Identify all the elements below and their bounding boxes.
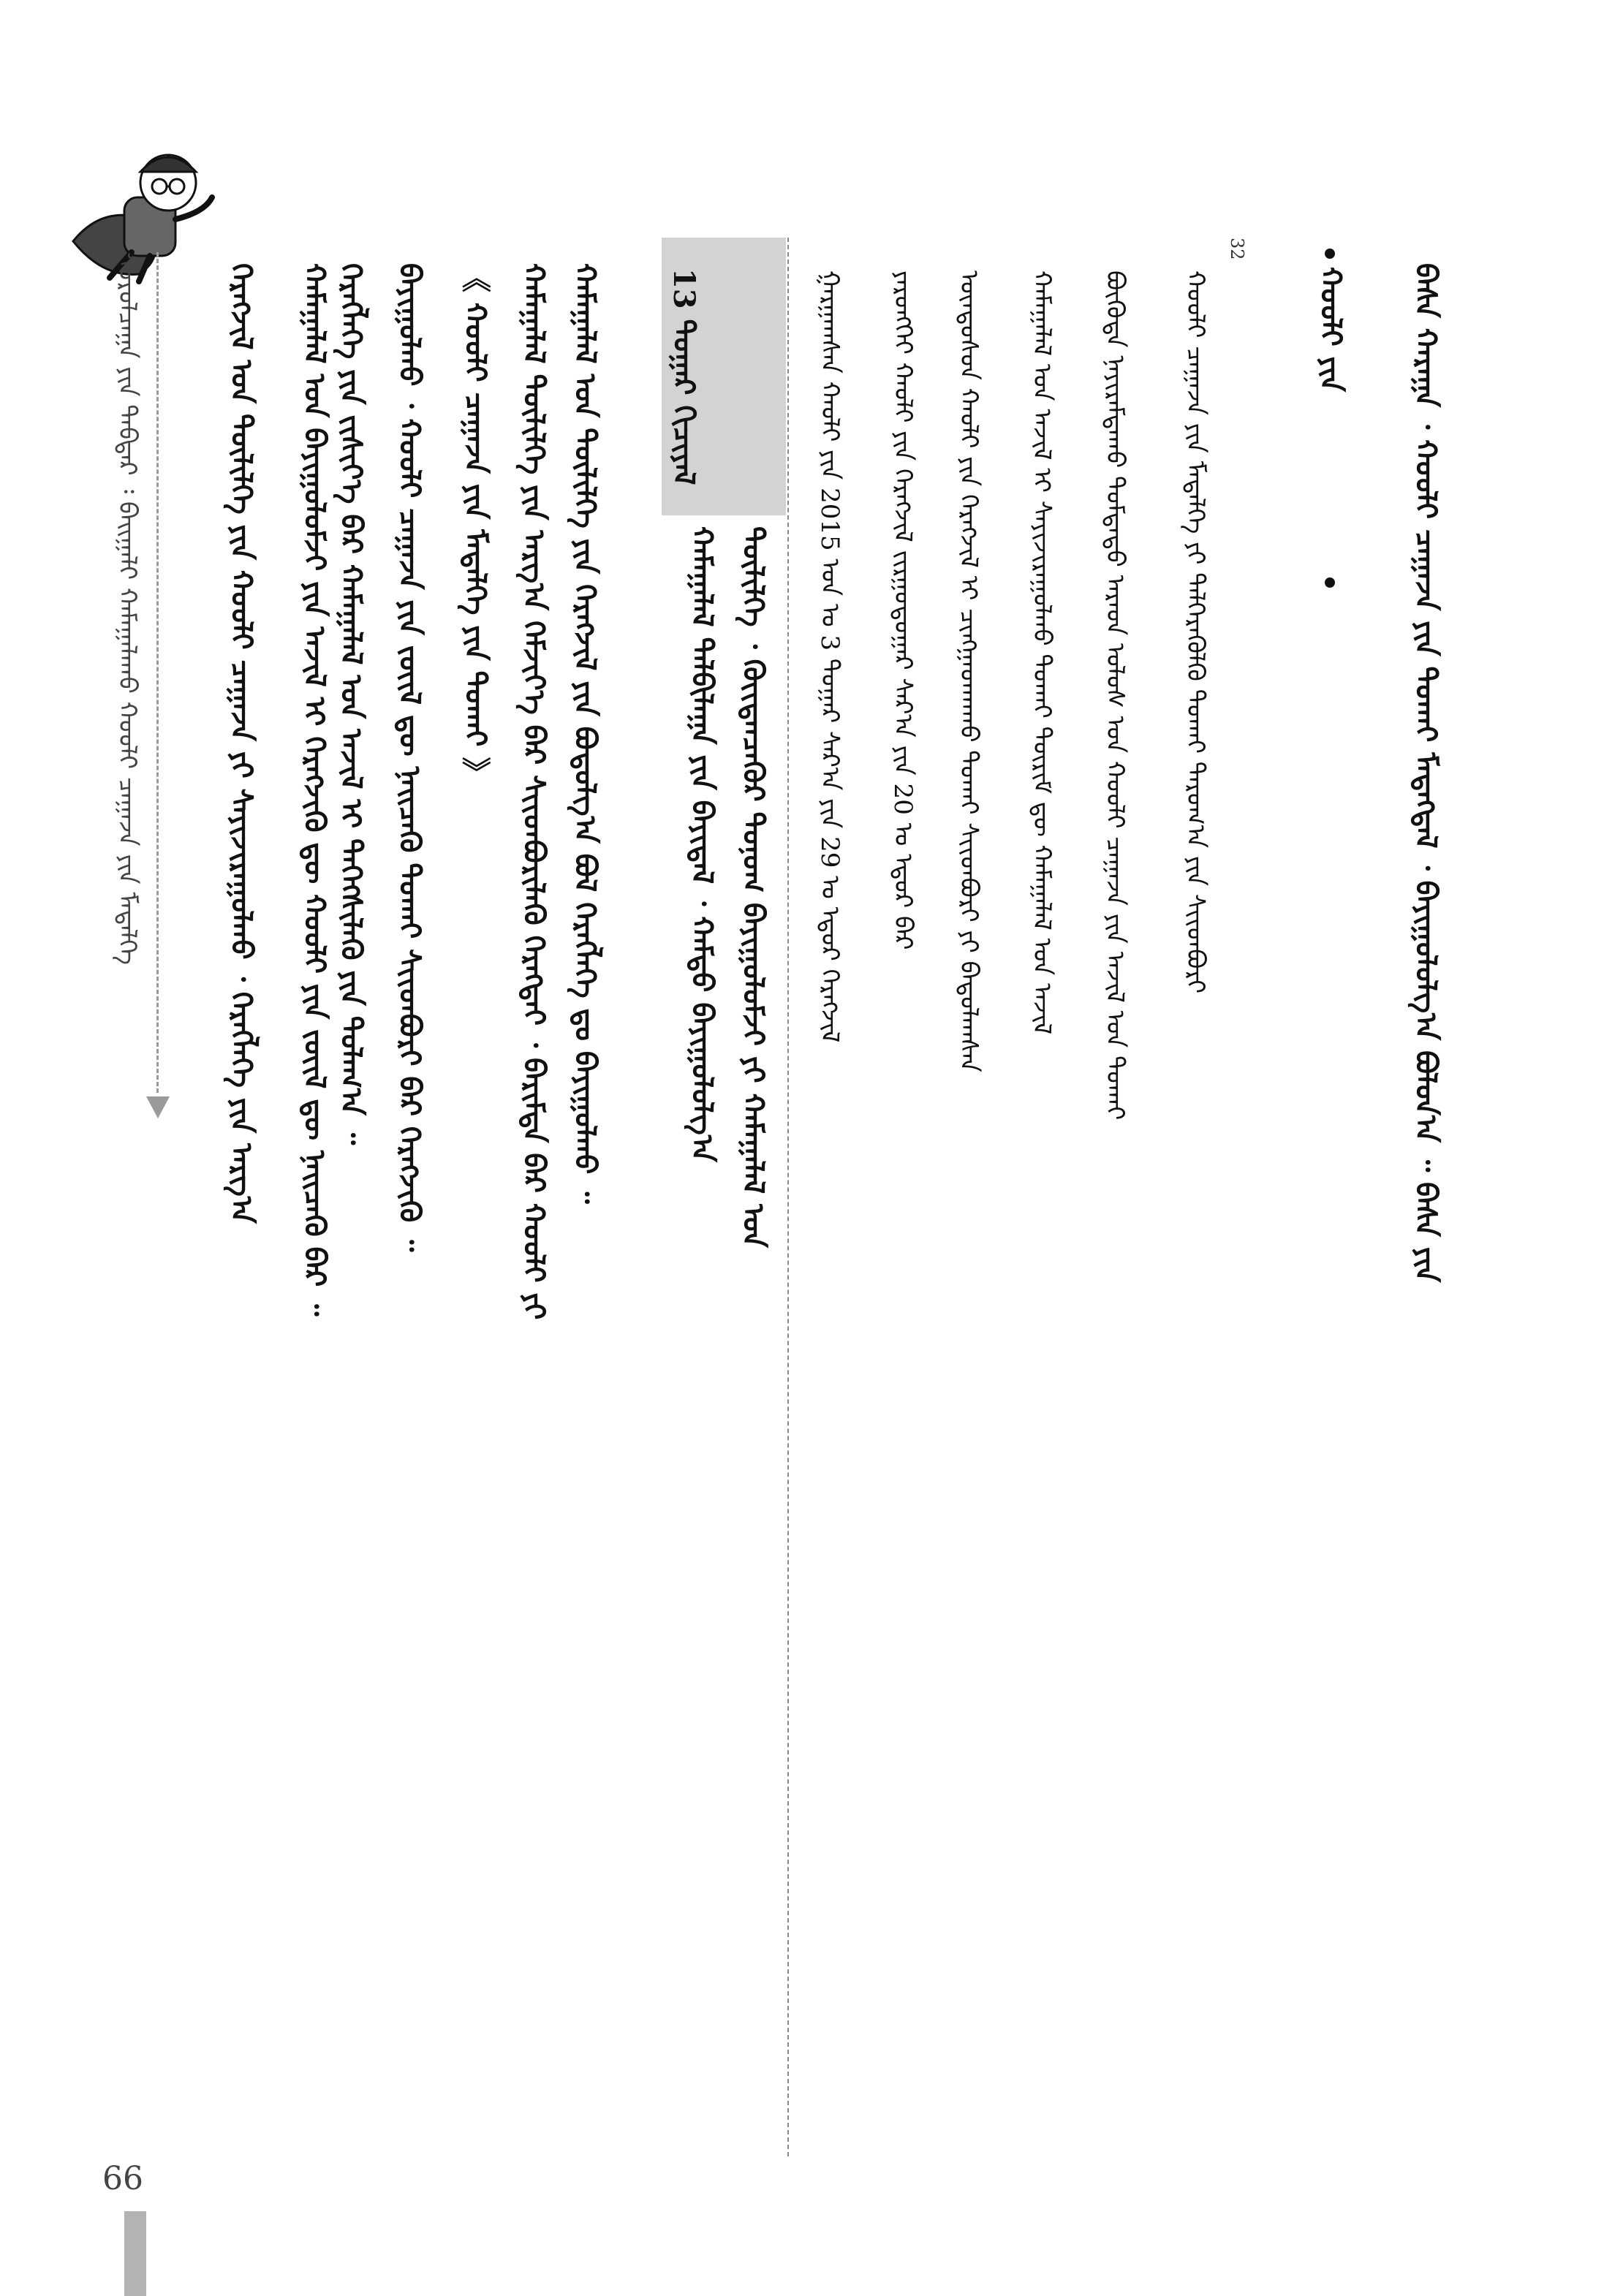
page-tab-marker: [124, 2211, 146, 2296]
body-column-4: ᠬᠡᠷᠡᠭᠯᠡᠭᠡ ᠶᠢᠨ ᠵᠢᠱᠢᠶ᠎ᠡ ᠪᠠᠷ ᠬᠠᠮᠠᠭᠠᠯᠠᠯ ᠤᠨ ᠠᠵᠢᠯ ᠢ ᠳᠡᠭᠡᠭᠰᠢᠯᠡᠬᠦ ᠶᠢᠨ ᠲᠤᠯᠠᠭ᠎ᠠ ᠃: [334, 263, 368, 1145]
section-number-box: [662, 238, 786, 515]
section-title-line-1: ᠲᠦᠯᠢᠯᠭᠡ ᠂ ᠬᠦᠢᠲᠡᠨᠴᠡᠭᠦᠷ ᠲᠣᠨᠣᠭ ᠪᠠᠶᠢᠭᠤᠯᠤᠮᠵᠢ ᠶᠢ ᠬᠠᠮᠠᠭᠠᠯᠠᠯ ᠤᠨ: [736, 526, 771, 1248]
body-column-3: ᠪᠠᠶᠢᠭᠤᠯᠬᠤ ᠂ ᠬᠤᠤᠯᠢ ᠴᠠᠭᠠᠵᠠ ᠶᠢᠨ ᠵᠦᠢᠯ ᠳᠦ ᠨᠡᠢᠴᠡᠬᠦ ᠲᠤᠬᠠᠢ ᠰᠢᠢᠳᠪᠦᠷᠢ ᠪᠠᠷ ᠬᠡᠷᠡᠭᠵᠢᠬᠦ ᠃: [393, 263, 427, 1252]
running-head-divider: [156, 252, 159, 1093]
footnote-line-4: ᠦᠨᠳᠦᠰᠦᠨ ᠬᠠᠤᠯᠢ ᠶᠢᠨ ᠬᠡᠷᠡᠭᠵᠢᠯ ᠢ ᠴᠢᠩᠭᠠᠳᠬᠠᠬᠤ ᠲᠤᠬᠠᠢ ᠰᠢᠢᠳᠪᠦᠷᠢ ᠶᠢ ᠪᠠᠲᠤᠯᠠᠭᠰᠠᠨ: [954, 270, 983, 1072]
quote-line: 《 ᠬᠤᠤᠯᠢ ᠴᠠᠭᠠᠵᠠ ᠶᠢᠨ ᠮᠡᠳᠡᠯᠭᠡ ᠶᠢᠨ ᠲᠤᠬᠠᠢ 》: [458, 263, 493, 787]
section-divider: [787, 238, 789, 2156]
body-column-2: ᠬᠠᠮᠠᠭᠠᠯᠠᠯ ᠲᠦᠯᠢᠯᠭᠡ ᠶᠢᠨ ᠠᠷᠭ᠎ᠠ ᠬᠡᠮᠵᠢᠶ᠎ᠡ ᠪᠠᠷ ᠰᠢᠢᠳᠪᠦᠷᠢᠯᠡᠬᠦ ᠬᠡᠷᠡᠭᠲᠡᠢ ᠂ ᠪᠠᠷᠢᠮᠲᠠ ᠪᠠᠷ ᠬᠤᠤᠯᠢ ᠶᠢ: [517, 263, 551, 1320]
body-column-1: ᠬᠠᠮᠠᠭᠠᠯᠠᠯ ᠤᠨ ᠲᠦᠯᠢᠯᠭᠡ ᠶᠢᠨ ᠬᠡᠷᠡᠭᠵᠢᠯ ᠶᠢᠨ ᠪᠤᠳᠤᠯᠭ᠎ᠠ ᠪᠣᠯ ᠬᠡᠷᠡᠭᠯᠡᠭᠡ ᠳᠤ ᠪᠠᠶᠢᠭᠤᠯᠬᠤ ᠃: [568, 263, 602, 1204]
body-column-5: ᠬᠠᠮᠠᠭᠠᠯᠠᠯ ᠤᠨ ᠪᠠᠶᠢᠭᠤᠯᠤᠮᠵᠢ ᠶᠢᠨ ᠠᠵᠢᠯ ᠢ ᠬᠡᠷᠡᠭᠵᠢᠬᠦ ᠳᠦ ᠬᠤᠤᠯᠢ ᠶᠢᠨ ᠵᠦᠢᠯ ᠳᠦ ᠨᠡᠢᠴᠡᠬᠦ ᠪᠠᠷ ᠃: [298, 263, 332, 1316]
bullet-icon: [1325, 577, 1335, 588]
running-head: ᠰᠤᠷᠤᠯᠴᠠᠭᠠ ᠶᠢᠨ ᠳᠡᠪᠲᠡᠷ ᠄ ᠪᠠᠢᠭᠠᠯᠢ ᠬᠠᠮᠠᠭᠠᠯᠠᠬᠤ ᠬᠤᠤᠯᠢ ᠴᠠᠭᠠᠵᠠ ᠶᠢᠨ ᠮᠡᠳᠡᠯᠭᠡ: [113, 252, 142, 966]
footnote-line-2: ᠪᠦᠭᠦᠳᠡ ᠨᠠᠶᠢᠷᠠᠮᠳᠠᠬᠤ ᠳᠤᠮᠳᠠᠳᠤ ᠠᠷᠠᠳ ᠤᠯᠤᠰ ᠤᠨ ᠬᠤᠤᠯᠢ ᠴᠠᠭᠠᠵᠠ ᠶᠢᠨ ᠠᠵᠢᠯ ᠤᠨ ᠲᠤᠬᠠᠢ: [1100, 270, 1130, 1121]
page-number: 66: [102, 2160, 143, 2197]
footnote-line-1: ᠬᠤᠤᠯᠢ ᠴᠠᠭᠠᠵᠠ ᠶᠢᠨ ᠮᠡᠳᠡᠯᠭᠡ ᠶᠢ ᠳᠡᠯᠭᠡᠷᠡᠬᠦᠯᠬᠦ ᠲᠤᠬᠠᠢ ᠳᠠᠷᠤᠭ᠎ᠠ ᠶᠢᠨ ᠰᠢᠢᠳᠪᠦᠷᠢ: [1181, 270, 1210, 994]
footnote-marker: 32: [1227, 238, 1247, 260]
body-column-6: ᠬᠡᠷᠡᠭᠵᠢᠯ ᠤᠨ ᠲᠦᠯᠢᠯᠭᠡ ᠶᠢᠨ ᠬᠤᠤᠯᠢ ᠴᠠᠭᠠᠵᠠ ᠶᠢ ᠰᠠᠶᠢᠵᠢᠷᠠᠭᠤᠯᠬᠤ ᠂ ᠬᠡᠷᠡᠭᠯᠡᠭᠡ ᠶᠢᠨ ᠠᠷᠭ᠎ᠠ: [224, 263, 259, 1224]
top-paragraph-line-1: ᠪᠠᠰᠠ ᠬᠠᠷᠠᠭᠠ ᠂ ᠬᠤᠤᠯᠢ ᠴᠠᠭᠠᠵᠠ ᠶᠢᠨ ᠲᠤᠬᠠᠢ ᠮᠡᠳᠡᠭᠳᠡᠯ ᠂ ᠪᠠᠶᠢᠭᠤᠯᠤᠯᠭ᠎ᠠ ᠪᠣᠯᠤᠨ᠎ᠠ ᠃ ᠪᠠᠰᠠ ᠶᠢᠨ: [1409, 263, 1443, 1283]
bullet-icon: [1325, 249, 1335, 259]
footnote-line-6: ᠭᠠᠷᠭᠠᠭᠰᠠᠨ ᠬᠠᠤᠯᠢ ᠶᠢᠨ 2015 ᠤᠨ ᠤ 3 ᠳᠤᠭᠠᠷ ᠰᠠᠷ᠎ᠠ ᠶᠢᠨ 29 ᠤ ᠡᠳᠦᠷ ᠬᠡᠷᠡᠭᠵᠢᠯ: [815, 270, 844, 1043]
footnote-line-3: ᠬᠠᠮᠠᠭᠠᠯᠠᠯ ᠤᠨ ᠠᠵᠢᠯ ᠢ ᠰᠠᠶᠢᠵᠢᠷᠠᠭᠤᠯᠬᠤ ᠲᠤᠬᠠᠢ ᠳᠦᠷᠢᠮ ᠳᠦ ᠬᠠᠮᠠᠭᠠᠯᠠᠯ ᠤᠨ ᠠᠵᠢᠯ: [1027, 270, 1056, 1035]
top-paragraph-line-2: ᠬᠤᠤᠯᠢ ᠶᠢᠨ: [1314, 267, 1348, 393]
footnote-line-5: ᠶᠡᠷᠦᠩᠬᠡᠢ ᠬᠠᠤᠯᠢ ᠶᠢᠨ ᠬᠡᠷᠡᠭᠵᠢᠯ ᠵᠢᠷᠭᠤᠳᠤᠭᠠᠷ ᠰᠠᠷ᠎ᠠ ᠶᠢᠨ 20 ᠤ ᠡᠳᠦᠷ ᠪᠡᠷ: [888, 270, 918, 950]
triangle-marker-icon: [146, 1096, 170, 1118]
section-number-label: 13 ᠳᠤᠭᠠᠷ ᠬᠢᠴᠢᠶᠡᠯ: [667, 268, 701, 485]
section-title-line-2: ᠬᠠᠮᠠᠭᠠᠯᠠᠯ ᠲᠠᠯᠪᠢᠯᠠᠭᠠ ᠶᠢᠨ ᠪᠠᠶᠢᠳᠠᠯ ᠂ ᠬᠠᠮᠲᠤ ᠪᠠᠶᠢᠭᠤᠯᠤᠯᠭ᠎ᠠ: [685, 526, 719, 1162]
